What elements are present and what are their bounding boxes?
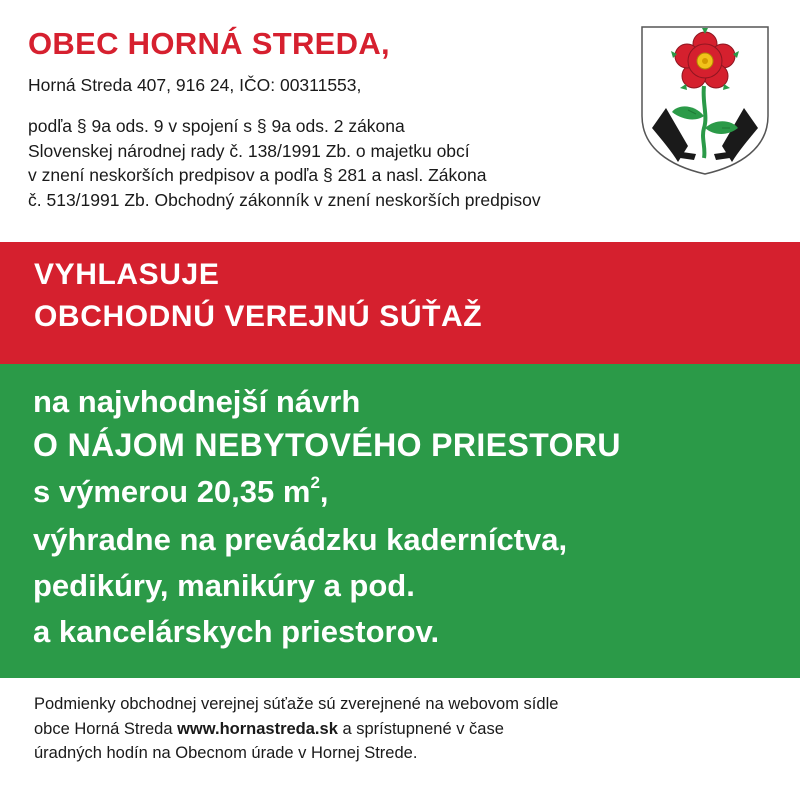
area-comma: , (319, 474, 329, 509)
announcement-banner (0, 242, 800, 364)
announcement-line-2: OBCHODNÚ VEREJNÚ SÚŤAŽ (34, 300, 483, 333)
footer-line-2 (34, 717, 784, 742)
details-line-5: pedikúry, manikúry a pod. (33, 568, 415, 603)
area-text: s výmerou 20,35 m (33, 474, 311, 509)
municipality-address: Horná Streda 407, 916 24, IČO: 00311553, (28, 75, 362, 95)
footer-text: obce Horná Streda (34, 719, 178, 738)
details-banner (0, 364, 800, 678)
footer-line-3: úradných hodín na Obecnom úrade v Hornej Strede. (34, 744, 418, 762)
footer-note (34, 692, 784, 766)
legal-line: Slovenskej národnej rady č. 138/1991 Zb. o majetku obcí (28, 140, 470, 161)
footer-text: a sprístupnené v čase (337, 719, 504, 738)
details-line-2: O NÁJOM NEBYTOVÉHO PRIESTORU (33, 427, 621, 463)
details-line-1: na najvhodnejší návrh (33, 384, 361, 419)
legal-line: podľa § 9a ods. 9 v spojení s § 9a ods. 2 zákona (28, 116, 405, 136)
legal-basis (28, 114, 728, 212)
details-line-4: výhradne na prevádzku kaderníctva, (33, 522, 568, 557)
details-line-6: a kancelárskych priestorov. (33, 614, 440, 649)
website-link[interactable]: www.hornastreda.sk (177, 719, 338, 738)
coat-of-arms-rose-icon (638, 24, 772, 176)
header-section (0, 0, 800, 242)
details-line-3 (33, 474, 329, 510)
announcement-line-1: VYHLASUJE (34, 258, 220, 291)
legal-line: č. 513/1991 Zb. Obchodný zákonník v znení neskorších predpisov (28, 189, 541, 210)
legal-line: v znení neskorších predpisov a podľa § 281 a nasl. Zákona (28, 165, 487, 185)
municipality-title: OBEC HORNÁ STREDA, (28, 26, 390, 61)
area-unit-superscript: 2 (310, 473, 320, 492)
footer-line-1: Podmienky obchodnej verejnej súťaže sú zverejnené na webovom sídle (34, 695, 559, 713)
